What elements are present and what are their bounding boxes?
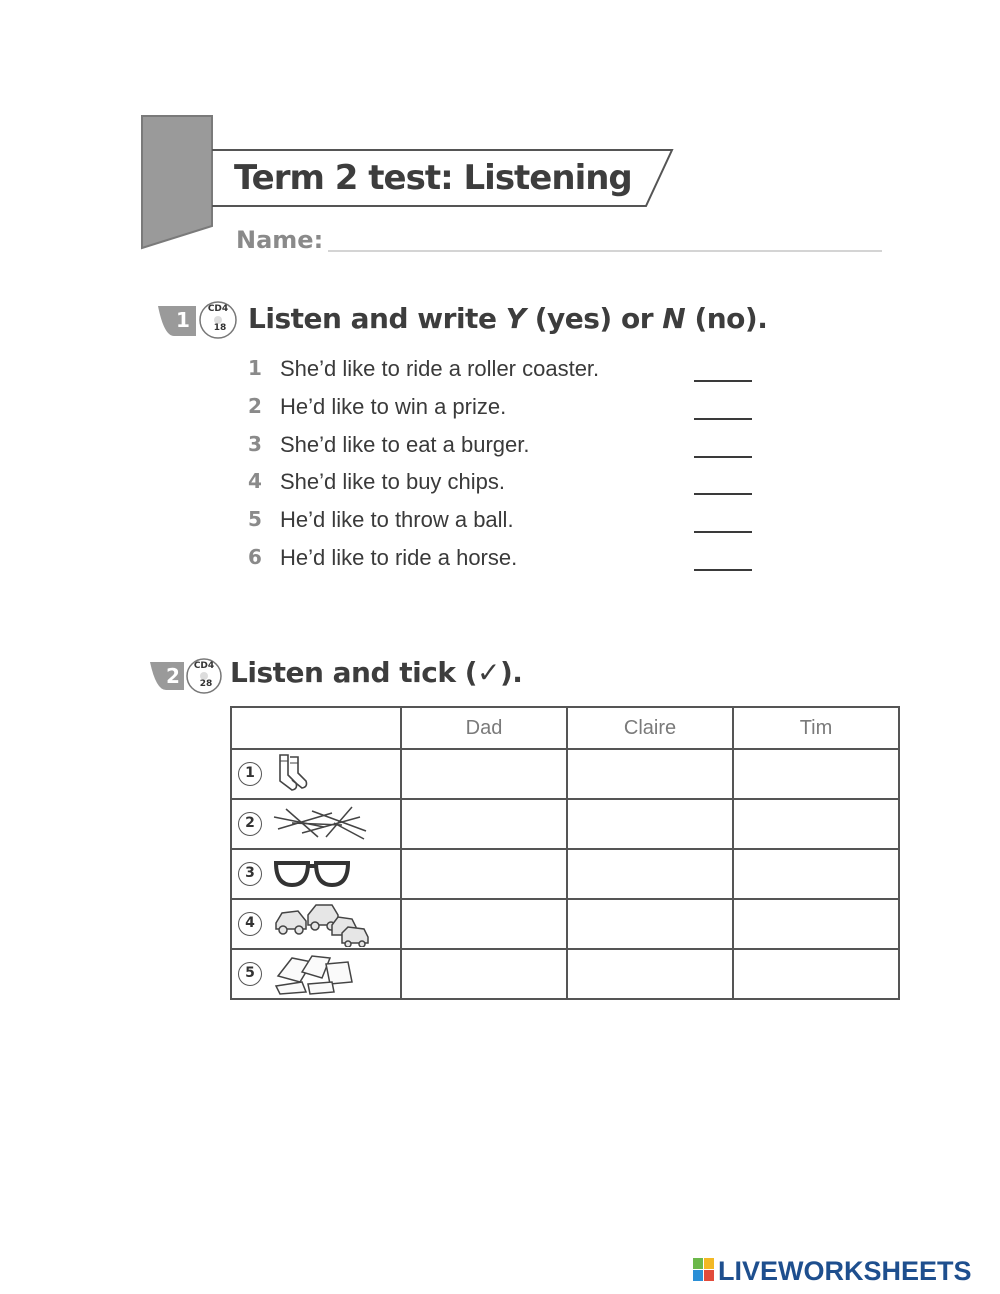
- tick-cell-dad[interactable]: [401, 799, 567, 849]
- question-text: He’d like to ride a horse.: [280, 545, 518, 570]
- sticks-icon: [272, 803, 368, 845]
- question-row: [248, 469, 768, 499]
- tick-cell-dad[interactable]: [401, 899, 567, 949]
- question-row: [248, 356, 768, 386]
- question-number: 5: [248, 507, 262, 531]
- table-row: [231, 749, 899, 799]
- tick-cell-dad[interactable]: [401, 949, 567, 999]
- exercise-2-number: 2: [166, 664, 180, 688]
- exercise-1-track: 18: [213, 323, 227, 333]
- answer-input[interactable]: [694, 432, 752, 458]
- question-number: 2: [248, 394, 262, 418]
- item-number: 5: [238, 962, 262, 986]
- tick-table: [230, 706, 900, 1000]
- tick-cell-tim[interactable]: [733, 849, 899, 899]
- item-number: 4: [238, 912, 262, 936]
- exercise-2-instruction: Listen and tick (✓).: [230, 656, 523, 689]
- table-header-row: [231, 707, 899, 749]
- question-number: 4: [248, 469, 262, 493]
- logo-text: LIVEWORKSHEETS: [718, 1256, 972, 1286]
- books-icon: [272, 952, 356, 996]
- item-cell: [231, 899, 401, 949]
- column-header-dad: Dad: [401, 707, 567, 749]
- question-row: [248, 507, 768, 537]
- answer-input[interactable]: [694, 394, 752, 420]
- item-cell: [231, 799, 401, 849]
- question-row: [248, 394, 768, 424]
- answer-input[interactable]: [694, 469, 752, 495]
- exercise-1-badge: [156, 300, 240, 340]
- tick-cell-tim[interactable]: [733, 749, 899, 799]
- table-corner-cell: [231, 707, 401, 749]
- table-row: [231, 949, 899, 999]
- name-field[interactable]: [328, 250, 882, 252]
- tick-cell-tim[interactable]: [733, 949, 899, 999]
- tick-cell-claire[interactable]: [567, 849, 733, 899]
- question-row: [248, 432, 768, 462]
- item-cell: [231, 849, 401, 899]
- exercise-2-badge: [148, 656, 224, 696]
- item-number: 1: [238, 762, 262, 786]
- question-number: 3: [248, 432, 262, 456]
- item-cell: [231, 749, 401, 799]
- question-text: He’d like to win a prize.: [280, 394, 507, 419]
- item-number: 2: [238, 812, 262, 836]
- answer-input[interactable]: [694, 507, 752, 533]
- exercise-1-instruction: Listen and write Y (yes) or N (no).: [248, 302, 768, 335]
- question-text: She’d like to eat a burger.: [280, 432, 530, 457]
- column-header-tim: Tim: [733, 707, 899, 749]
- tick-cell-claire[interactable]: [567, 799, 733, 849]
- question-text: She’d like to ride a roller coaster.: [280, 356, 600, 381]
- question-text: He’d like to throw a ball.: [280, 507, 514, 532]
- question-number: 1: [248, 356, 262, 380]
- answer-input[interactable]: [694, 545, 752, 571]
- socks-icon: [272, 753, 312, 795]
- tick-cell-claire[interactable]: [567, 949, 733, 999]
- answer-input[interactable]: [694, 356, 752, 382]
- tick-cell-tim[interactable]: [733, 799, 899, 849]
- liveworksheets-logo-icon: [693, 1258, 715, 1282]
- table-row: [231, 799, 899, 849]
- name-label: Name:: [236, 226, 324, 254]
- tick-cell-dad[interactable]: [401, 749, 567, 799]
- header-tab-graphic: [0, 0, 1000, 270]
- exercise-2-cd: CD4: [193, 661, 215, 671]
- table-row: [231, 899, 899, 949]
- page-title: Term 2 test: Listening: [234, 158, 632, 198]
- glasses-icon: [272, 857, 352, 891]
- tick-cell-claire[interactable]: [567, 749, 733, 799]
- exercise-1-cd: CD4: [207, 304, 229, 314]
- question-text: She’d like to buy chips.: [280, 469, 506, 494]
- item-number: 3: [238, 862, 262, 886]
- question-number: 6: [248, 545, 262, 569]
- table-row: [231, 849, 899, 899]
- tick-cell-tim[interactable]: [733, 899, 899, 949]
- question-row: [248, 545, 768, 575]
- tick-cell-claire[interactable]: [567, 899, 733, 949]
- exercise-2-track: 28: [199, 679, 213, 689]
- item-cell: [231, 949, 401, 999]
- exercise-1-number: 1: [176, 308, 190, 332]
- toy-cars-icon: [272, 901, 372, 947]
- column-header-claire: Claire: [567, 707, 733, 749]
- tick-cell-dad[interactable]: [401, 849, 567, 899]
